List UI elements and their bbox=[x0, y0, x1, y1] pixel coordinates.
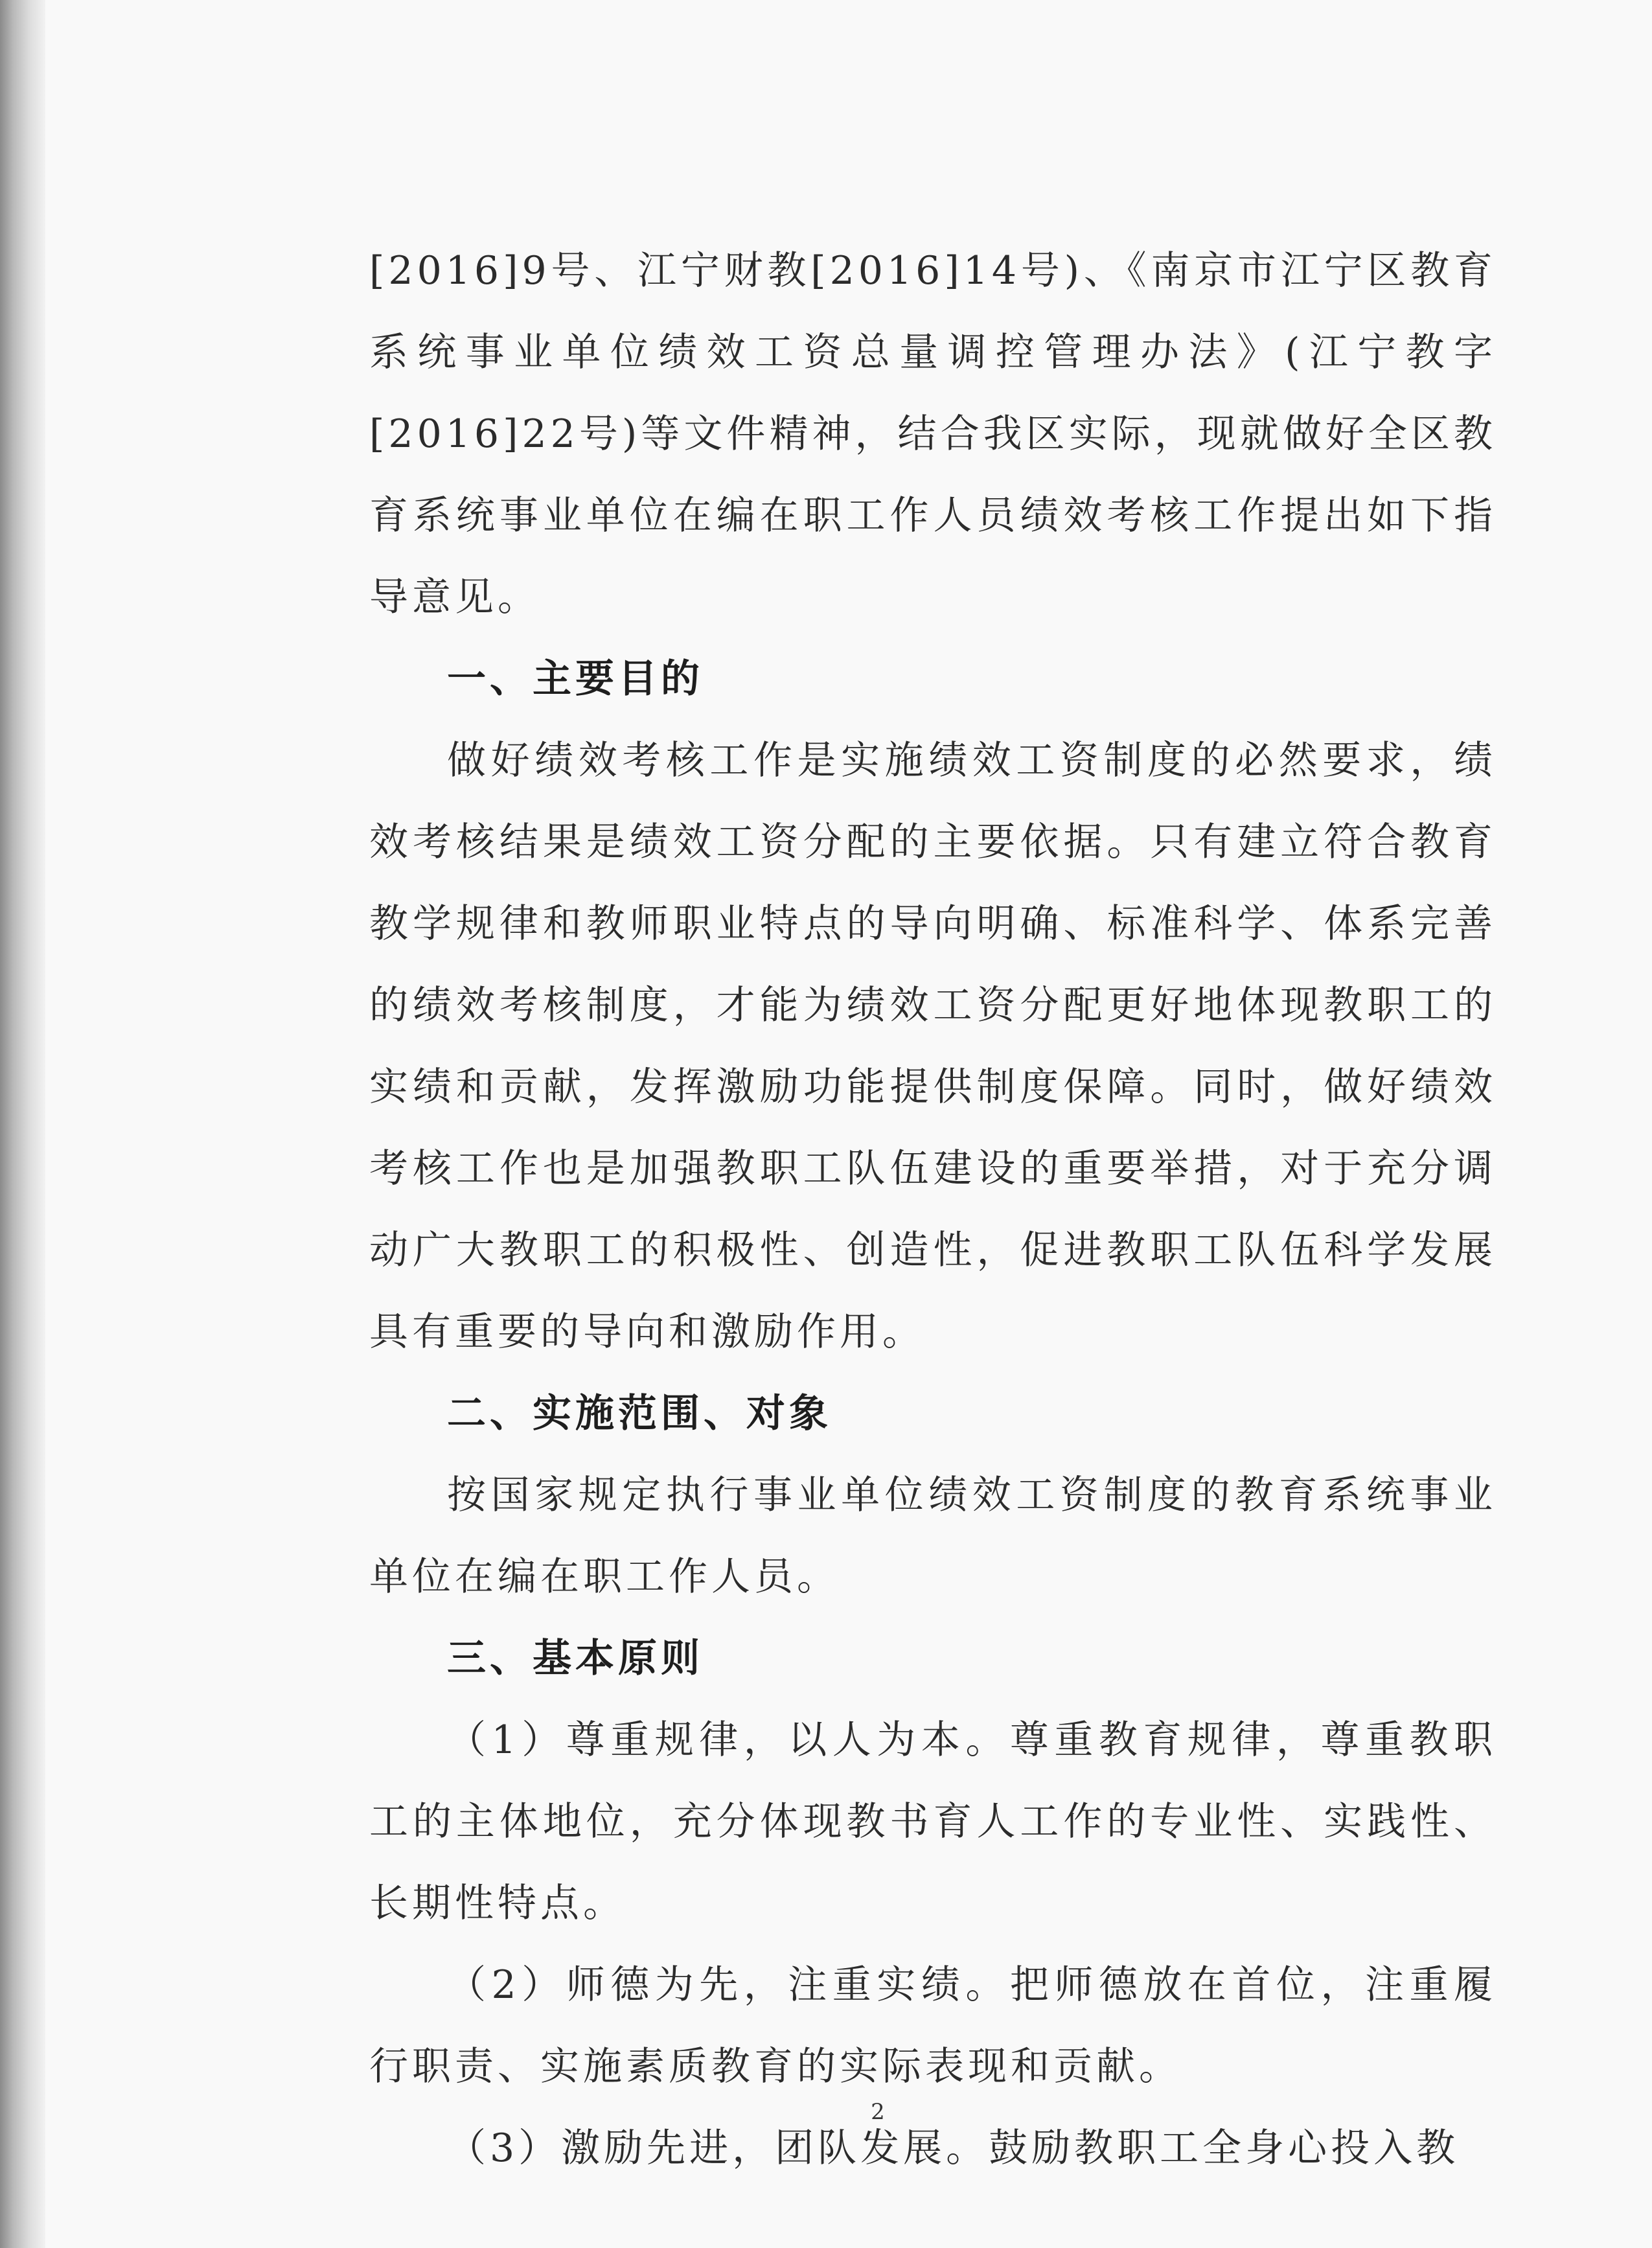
document-body bbox=[369, 230, 1497, 2189]
page-number: 2 bbox=[871, 2099, 885, 2125]
paragraph-principle-3: （3）激励先进，团队发展。鼓励教职工全身心投入教 bbox=[447, 2126, 1460, 2171]
paragraph-continuation: [2016]9号、江宁财教[2016]14号)、《南京市江宁区教育系统事业单位绩效工资总量调控管理办法》(江宁教字[2016]22号)等文件精神，结合我区实际，现就做好全区教育系统事业单位在编在职工作人员绩效考核工作提出如下指导意见。 bbox=[369, 248, 1497, 620]
paragraph-purpose: 做好绩效考核工作是实施绩效工资制度的必然要求，绩效考核结果是绩效工资分配的主要依据。只有建立符合教育教学规律和教师职业特点的导向明确、标准科学、体系完善的绩效考核制度，才能为绩效工资分配更好地体现教职工的实绩和贡献，发挥激励功能提供制度保障。同时，做好绩效考核工作也是加强教职工队伍建设的重要举措，对于充分调动广大教职工的积极性、创造性，促进教职工队伍科学发展具有重要的导向和激励作用。 bbox=[369, 738, 1497, 1355]
paragraph-scope: 按国家规定执行事业单位绩效工资制度的教育系统事业单位在编在职工作人员。 bbox=[369, 1473, 1497, 1600]
section-heading-purpose: 一、主要目的 bbox=[447, 656, 704, 702]
section-heading-principles: 三、基本原则 bbox=[447, 1636, 704, 1681]
section-heading-scope: 二、实施范围、对象 bbox=[447, 1391, 832, 1436]
paragraph-principle-1: （1）尊重规律，以人为本。尊重教育规律，尊重教职工的主体地位，充分体现教书育人工作的专业性、实践性、长期性特点。 bbox=[369, 1717, 1497, 1926]
document-page bbox=[45, 0, 1652, 2248]
scan-binding-shadow bbox=[0, 0, 45, 2248]
paragraph-principle-2: （2）师德为先，注重实绩。把师德放在首位，注重履行职责、实施素质教育的实际表现和贡献。 bbox=[369, 1962, 1497, 2089]
